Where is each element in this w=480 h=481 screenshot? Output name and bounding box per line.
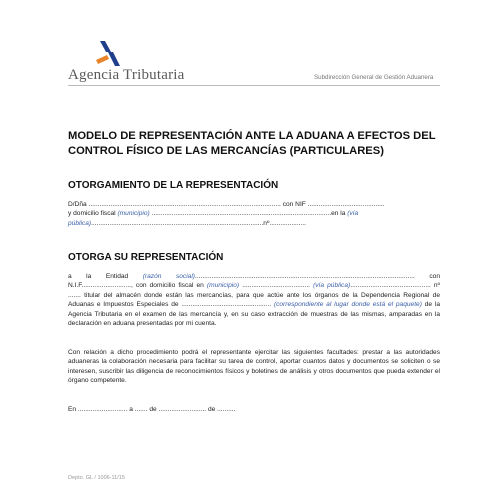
via-placeholder-start: (vía — [347, 210, 359, 218]
date-place-line: En ........................... a ....... de .......................... de .......... — [68, 406, 236, 413]
dependencia-text: ............................................ nº ....... titular del almacén donde están las mercancías, para que actúe ante los órganos de la Dependencia Regional de Aduanas e Impuestos Especiales de ................................................. — [68, 282, 440, 309]
subdirectorate-label: Subdirección General de Gestión Aduanera — [314, 74, 434, 81]
entity-nif-text: ........................................................................................................................ con N.I.F..........................., con domicilio fiscal en — [68, 273, 440, 290]
entity-municipio-placeholder: (municipio) — [206, 282, 240, 290]
grantor-nif-line: con NIF .......................................... — [280, 201, 385, 208]
footer-reference: Depto. GL / 1006-11/15 — [68, 475, 125, 481]
grantor-details-paragraph — [68, 200, 440, 228]
header-divider — [68, 85, 440, 86]
entity-label: a la Entidad — [68, 273, 143, 280]
via-placeholder-end: pública) — [68, 219, 92, 227]
representative-paragraph — [68, 272, 440, 328]
agencia-tributaria-logo-icon — [92, 38, 126, 68]
section-heading-otorgamiento: OTORGAMIENTO DE LA REPRESENTACIÓN — [68, 180, 279, 191]
entity-address-dots: ..................................... — [239, 282, 314, 290]
faculties-paragraph: Con relación a dicho procedimiento podrá el representante ejercitar las siguientes facultades: prestar a las autoridades aduaneras la colaboración necesaria para facilitar su tarea de control, aportar cuantos datos y documentos se soliciten o se interesen, suscribir las diligencia de reconocimientos físicos y boletines de análisis y otros documentos que pueda extender el órgano competente. — [68, 349, 440, 385]
fiscal-address-dots: ..................................................................................................en la — [149, 210, 348, 218]
municipio-placeholder: (municipio) — [117, 210, 150, 218]
section-heading-otorga: OTORGA SU REPRESENTACIÓN — [68, 252, 224, 263]
fiscal-address-label: y domicilio fiscal — [68, 210, 118, 218]
examination-text: de la Agencia Tributaria en el examen de las mercancía y, en su caso extracción de muestras de las mismas, amparadas en la declaración en aduana presentadas por mi cuenta. — [68, 301, 440, 328]
paquete-location-placeholder: (correspondiente al lugar donde está el paquete) — [273, 301, 422, 309]
street-number-line: ..............................................................................................nº.................... — [91, 219, 307, 227]
agency-name: Agencia Tributaria — [68, 67, 185, 83]
grantor-name-line: D/Dña ......................................................................................................... — [68, 201, 281, 208]
entity-via-placeholder: (vía pública) — [313, 282, 351, 290]
razon-social-placeholder: (razón social) — [142, 273, 195, 280]
document-title: MODELO DE REPRESENTACIÓN ANTE LA ADUANA A EFECTOS DEL CONTROL FÍSICO DE LAS MERCANCÍAS (PARTICULARES) — [68, 130, 436, 157]
